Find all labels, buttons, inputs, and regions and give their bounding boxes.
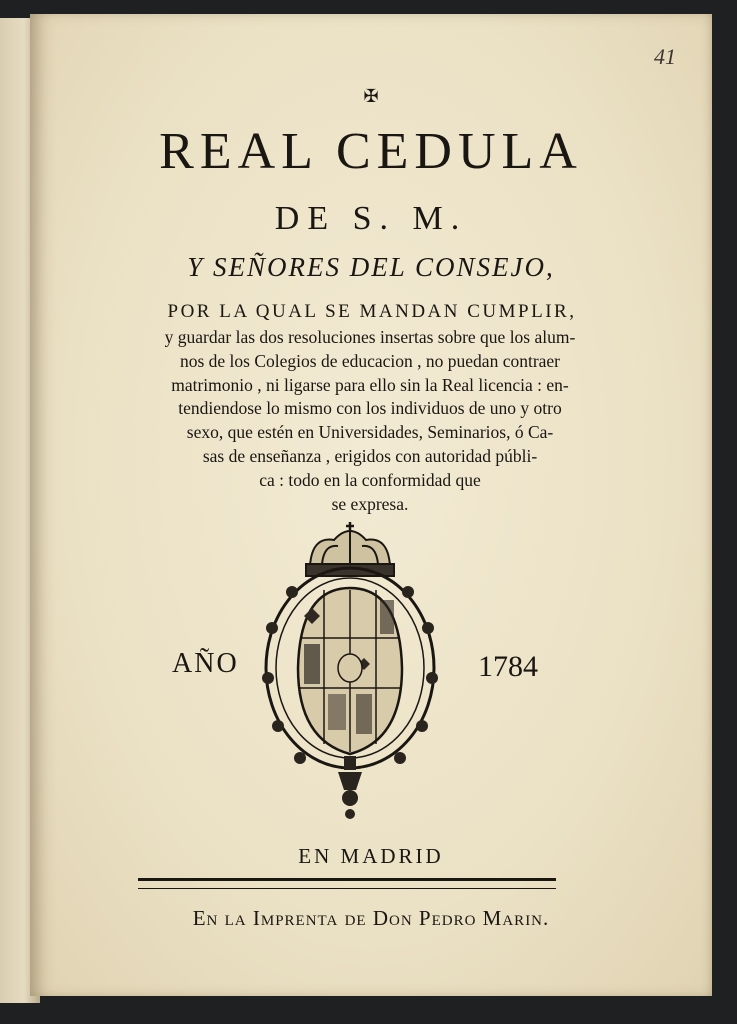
year-label: AÑO [172, 648, 239, 679]
decree-line: se expresa. [331, 493, 409, 514]
folio-number: 41 [654, 44, 676, 69]
document-page [30, 14, 712, 996]
decree-line: ca : todo en la conformidad que [259, 469, 481, 490]
decree-line: sexo, que estén en Universidades, Seminarios, ó Ca- [186, 422, 554, 443]
imprint-place: EN MADRID [298, 844, 444, 868]
decree-body [110, 326, 630, 516]
printer-line: En la Imprenta de Don Pedro Marin. [192, 906, 550, 930]
council-line: Y SEÑORES DEL CONSEJO, [187, 252, 555, 282]
decree-line: matrimonio , ni ligarse para ello sin la Real licencia : en- [171, 374, 569, 395]
decree-lead: POR LA QUAL SE MANDAN CUMPLIR, [167, 301, 577, 322]
ornament-cross-icon: ✠ [363, 86, 379, 107]
royal-coat-of-arms-icon [252, 518, 448, 824]
decree-line: y guardar las dos resoluciones insertas sobre que los alum- [164, 327, 576, 347]
document-subtitle: DE S. M. [274, 200, 468, 237]
horizontal-rule [138, 878, 556, 889]
year-value: 1784 [478, 650, 538, 683]
document-title: REAL CEDULA [159, 123, 583, 180]
decree-line: sas de enseñanza , erigidos con autoridad públi- [202, 445, 538, 466]
decree-line: nos de los Colegios de educacion , no puedan contraer [179, 350, 561, 371]
decree-line: tendiendose lo mismo con los individuos de uno y otro [178, 398, 562, 419]
